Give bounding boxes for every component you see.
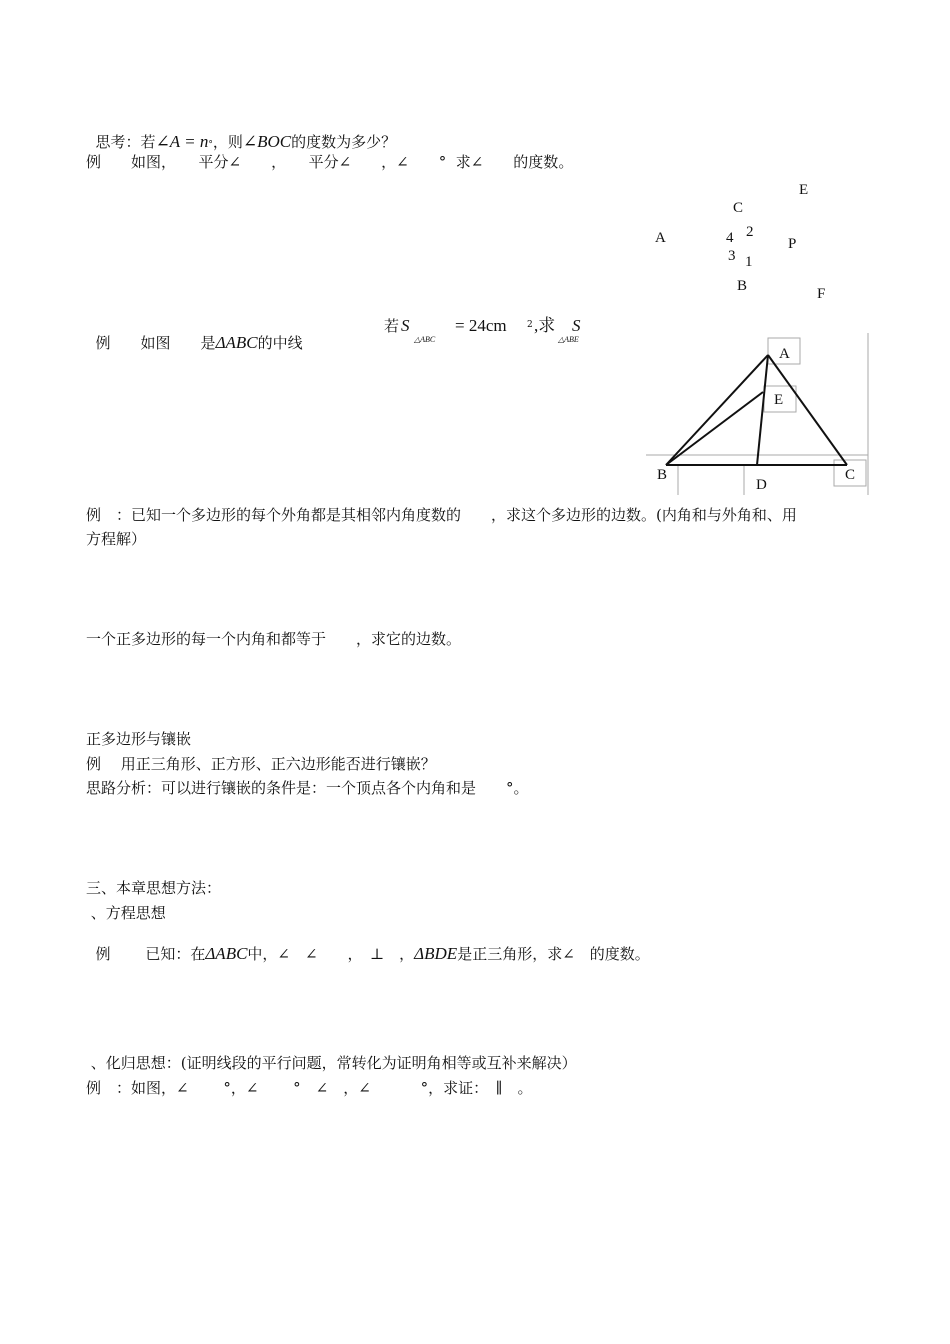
fig1-label-2: 2 (746, 224, 754, 240)
area-s2-sub: △ABE (558, 335, 579, 344)
triangle-lines (666, 355, 847, 465)
example-3-line-2: 方程解） (86, 530, 147, 548)
side-ac (768, 355, 847, 465)
methods-title: 三、本章思想方法： (86, 879, 222, 897)
fig1-label-1: 1 (745, 254, 753, 270)
eq-ex-suffix: 是正三角形，求∠ 的度数。 (457, 945, 650, 963)
fig2-label-e: E (774, 392, 784, 408)
figure-frame (646, 333, 868, 495)
tessellation-title: 正多边形与镶嵌 (86, 730, 192, 748)
eq-triangle-abc: ΔABC (205, 944, 248, 963)
eq-ex-prefix: 例 已知：在 (95, 945, 206, 963)
transform-idea: 、化归思想：(证明线段的平行问题，常转化为证明角相等或互补来解决） (86, 1054, 577, 1072)
think-prefix: 思考：若 (95, 133, 156, 151)
angle-boc-expr: ∠BOC (242, 132, 292, 151)
fig2-label-d: D (756, 477, 767, 493)
transform-example: 例 ：如图，∠ °，∠ ° ∠ ，∠ °，求证： ∥ 。 (86, 1079, 533, 1097)
fig2-label-c: C (845, 467, 856, 483)
eq-triangle-bde: ΔBDE (414, 944, 458, 963)
side-ab (666, 355, 768, 465)
think-mid: ，则 (212, 133, 243, 151)
equation-idea: 、方程思想 (86, 904, 166, 922)
ex2-ruo: 若 (384, 317, 400, 335)
fig1-label-e: E (799, 182, 809, 198)
ex2-mid: 的中线 (257, 334, 303, 352)
fig2-label-b: B (657, 467, 668, 483)
area-qiu: ,求 (534, 316, 556, 335)
fig1-label-p: P (788, 236, 797, 252)
fig1-label-c: C (733, 200, 744, 216)
fig1-label-f: F (817, 286, 826, 302)
fig1-label-4: 4 (726, 230, 734, 246)
think-suffix: 的度数为多少？ (291, 133, 397, 151)
ex2-prefix: 例 如图 是 (95, 334, 216, 352)
example-1-text: 例 如图， 平分∠ ， 平分∠ ，∠ ° 求∠ 的度数。 (86, 153, 574, 171)
fig2-label-a: A (779, 346, 790, 362)
triangle-abc: ΔABC (215, 333, 258, 352)
equation-example (86, 930, 650, 962)
angle-a-expr: ∠A = n (155, 132, 209, 151)
example-3-line-1: 例 ：已知一个多边形的每个外角都是其相邻内角度数的 ，求这个多边形的边数。(内角和与外角和、用 (86, 506, 797, 524)
area-s1: S (401, 316, 410, 335)
area-eq: = 24cm (455, 316, 507, 335)
degree-mark: ° (208, 140, 213, 150)
area-s2: S (572, 316, 581, 335)
fig1-label-b: B (737, 278, 748, 294)
tessellation-question: 例 用正三角形、正方形、正六边形能否进行镶嵌？ (86, 755, 436, 773)
tessellation-analysis: 思路分析：可以进行镶嵌的条件是：一个顶点各个内角和是 °。 (86, 779, 529, 797)
polygon-question: 一个正多边形的每一个内角和都等于 ，求它的边数。 (86, 630, 462, 648)
fig1-label-3: 3 (728, 248, 736, 264)
eq-ex-mid: 中，∠ ∠ ， ⊥ ， (247, 945, 415, 963)
area-square: 2 (527, 320, 533, 330)
fig1-label-a: A (655, 230, 666, 246)
area-s1-sub: △ABC (414, 335, 436, 344)
median-ad (757, 355, 768, 465)
segment-be (666, 392, 763, 465)
